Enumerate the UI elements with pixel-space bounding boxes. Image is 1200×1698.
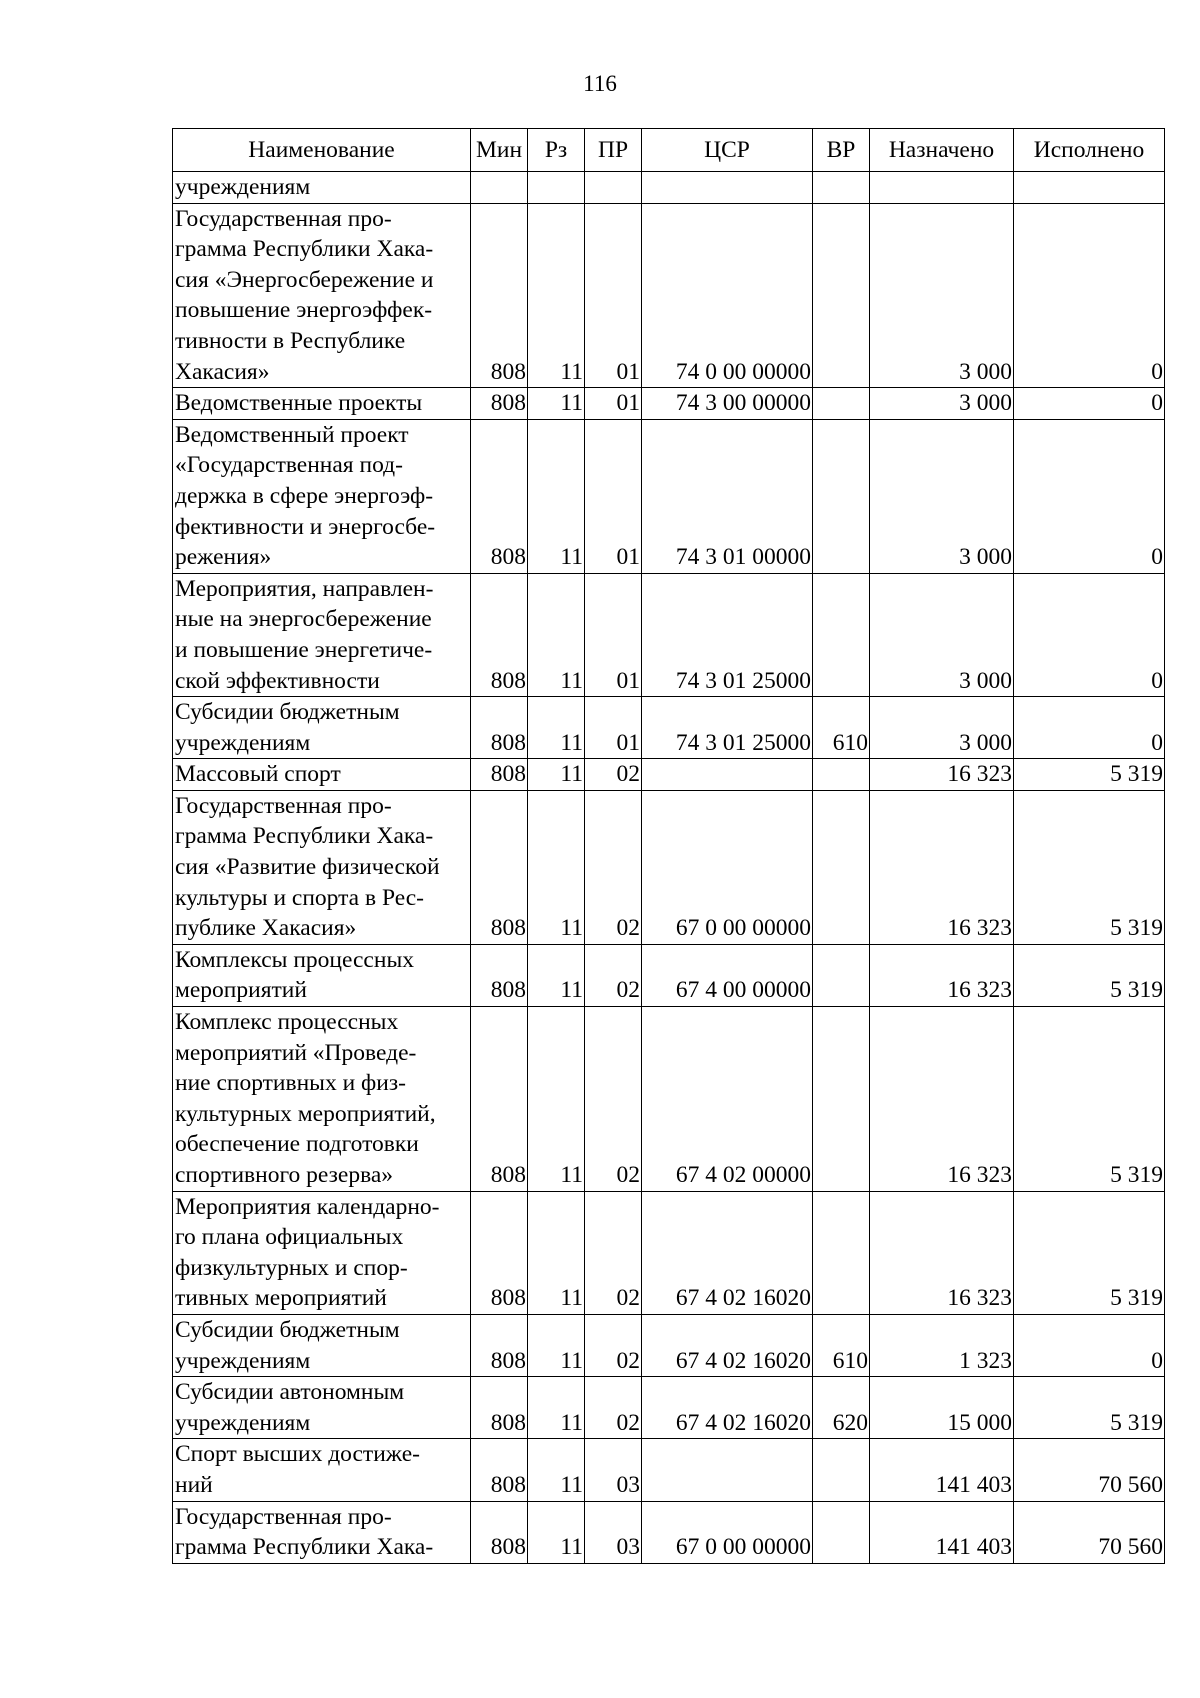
cell-name: [173, 1191, 471, 1314]
cell-executed: 5 319: [1014, 759, 1165, 791]
cell-min: 808: [471, 419, 528, 573]
cell-vr: 620: [813, 1377, 870, 1439]
table-row: [173, 419, 1165, 573]
cell-assigned: 3 000: [870, 697, 1014, 759]
cell-name: [173, 573, 471, 696]
cell-pr: 01: [585, 203, 642, 388]
cell-name-line: го плана официальных: [175, 1224, 404, 1251]
cell-name-line: держка в сфере энергоэф-: [175, 482, 434, 509]
cell-vr: [813, 1501, 870, 1563]
cell-pr: 02: [585, 759, 642, 791]
cell-csr: 67 0 00 00000: [642, 1501, 813, 1563]
cell-assigned: 1 323: [870, 1314, 1014, 1376]
cell-executed: 5 319: [1014, 1191, 1165, 1314]
header-name: Наименование: [173, 129, 471, 172]
cell-min: 808: [471, 944, 528, 1006]
cell-name: [173, 759, 471, 791]
cell-min: 808: [471, 388, 528, 420]
cell-rz: 11: [528, 1007, 585, 1192]
cell-min: 808: [471, 1007, 528, 1192]
cell-name-line: Спорт высших достиже-: [175, 1441, 420, 1468]
cell-name-line: тивности в Республике: [175, 327, 406, 354]
cell-executed: 0: [1014, 388, 1165, 420]
cell-csr: 67 4 02 16020: [642, 1377, 813, 1439]
cell-assigned: 16 323: [870, 759, 1014, 791]
cell-pr: 02: [585, 1191, 642, 1314]
header-pr: ПР: [585, 129, 642, 172]
cell-csr: 67 4 02 16020: [642, 1314, 813, 1376]
cell-assigned: 3 000: [870, 388, 1014, 420]
table-row: [173, 1314, 1165, 1376]
cell-csr: 74 3 00 00000: [642, 388, 813, 420]
cell-assigned: 16 323: [870, 1191, 1014, 1314]
cell-vr: [813, 1191, 870, 1314]
header-csr: ЦСР: [642, 129, 813, 172]
table-row: [173, 790, 1165, 944]
table-header-row: [173, 129, 1165, 172]
cell-pr: 01: [585, 697, 642, 759]
table-row: [173, 1439, 1165, 1501]
page-number: 116: [583, 71, 617, 96]
cell-vr: [813, 790, 870, 944]
cell-vr: [813, 1007, 870, 1192]
cell-csr: 74 3 01 25000: [642, 573, 813, 696]
cell-assigned: 15 000: [870, 1377, 1014, 1439]
cell-name-line: ской эффективности: [175, 667, 380, 694]
header-assigned: Назначено: [870, 129, 1014, 172]
cell-name-line: физкультурных и спор-: [175, 1254, 408, 1281]
cell-name-line: Комплекс процессных: [175, 1009, 399, 1036]
cell-assigned: 3 000: [870, 573, 1014, 696]
cell-vr: 610: [813, 1314, 870, 1376]
cell-executed: 5 319: [1014, 790, 1165, 944]
cell-csr: [642, 1439, 813, 1501]
table-row: [173, 388, 1165, 420]
table-body: [173, 172, 1165, 1564]
cell-csr: 74 3 01 00000: [642, 419, 813, 573]
cell-name-line: Государственная про-: [175, 1503, 392, 1530]
header-rz: Рз: [528, 129, 585, 172]
cell-assigned: 16 323: [870, 1007, 1014, 1192]
table-row: [173, 1007, 1165, 1192]
cell-executed: 0: [1014, 697, 1165, 759]
cell-name-line: Субсидии бюджетным: [175, 1316, 400, 1343]
cell-vr: [813, 388, 870, 420]
cell-pr: [585, 172, 642, 204]
cell-pr: 02: [585, 1007, 642, 1192]
cell-name-line: сия «Развитие физической: [175, 854, 440, 881]
cell-name-line: Субсидии бюджетным: [175, 699, 400, 726]
cell-rz: 11: [528, 759, 585, 791]
cell-min: 808: [471, 697, 528, 759]
cell-name-line: ные на энергосбережение: [175, 606, 432, 633]
cell-name-line: Хакасия»: [175, 358, 270, 385]
cell-csr: 67 4 00 00000: [642, 944, 813, 1006]
cell-csr: [642, 759, 813, 791]
cell-name-line: Субсидии автономным: [175, 1379, 405, 1406]
budget-table: [172, 128, 1165, 1564]
cell-name-line: Мероприятия календарно-: [175, 1193, 440, 1220]
cell-rz: 11: [528, 944, 585, 1006]
cell-name-line: культурных мероприятий,: [175, 1100, 436, 1127]
cell-rz: 11: [528, 1439, 585, 1501]
cell-name-line: грамма Республики Хака-: [175, 236, 434, 263]
cell-name-line: Массовый спорт: [175, 761, 341, 788]
cell-min: 808: [471, 1377, 528, 1439]
cell-csr: 67 4 02 16020: [642, 1191, 813, 1314]
cell-name-line: учреждениям: [175, 729, 311, 756]
cell-pr: 02: [585, 1314, 642, 1376]
cell-min: 808: [471, 1439, 528, 1501]
cell-name-line: мероприятий: [175, 977, 307, 1004]
header-executed: Исполнено: [1014, 129, 1165, 172]
table-row: [173, 697, 1165, 759]
cell-rz: 11: [528, 419, 585, 573]
cell-rz: 11: [528, 1191, 585, 1314]
cell-csr: 74 0 00 00000: [642, 203, 813, 388]
cell-executed: 5 319: [1014, 1377, 1165, 1439]
cell-csr: 74 3 01 25000: [642, 697, 813, 759]
cell-name-line: Ведомственные проекты: [175, 390, 423, 417]
cell-name-line: грамма Республики Хака-: [175, 823, 434, 850]
cell-name-line: Государственная про-: [175, 792, 392, 819]
cell-name-line: мероприятий «Проведе-: [175, 1039, 417, 1066]
cell-assigned: 16 323: [870, 790, 1014, 944]
cell-vr: [813, 944, 870, 1006]
cell-executed: 5 319: [1014, 1007, 1165, 1192]
cell-name-line: Государственная про-: [175, 205, 392, 232]
cell-name-line: Мероприятия, направлен-: [175, 575, 434, 602]
cell-min: 808: [471, 203, 528, 388]
cell-executed: 70 560: [1014, 1439, 1165, 1501]
table-row: [173, 172, 1165, 204]
cell-rz: 11: [528, 1314, 585, 1376]
cell-vr: 610: [813, 697, 870, 759]
cell-rz: 11: [528, 697, 585, 759]
cell-pr: 01: [585, 419, 642, 573]
cell-pr: 01: [585, 573, 642, 696]
cell-name-line: учреждениям: [175, 1409, 311, 1436]
cell-executed: 0: [1014, 1314, 1165, 1376]
cell-vr: [813, 1439, 870, 1501]
cell-pr: 02: [585, 944, 642, 1006]
cell-name: [173, 172, 471, 204]
cell-csr: 67 4 02 00000: [642, 1007, 813, 1192]
table-row: [173, 203, 1165, 388]
cell-rz: 11: [528, 388, 585, 420]
cell-rz: 11: [528, 790, 585, 944]
table-row: [173, 759, 1165, 791]
cell-min: 808: [471, 790, 528, 944]
cell-vr: [813, 573, 870, 696]
table-row: [173, 573, 1165, 696]
cell-name-line: «Государственная под-: [175, 452, 403, 479]
cell-name: [173, 1007, 471, 1192]
cell-name-line: и повышение энергетиче-: [175, 636, 433, 663]
cell-executed: [1014, 172, 1165, 204]
cell-executed: 70 560: [1014, 1501, 1165, 1563]
cell-executed: 5 319: [1014, 944, 1165, 1006]
cell-name: [173, 1314, 471, 1376]
cell-rz: 11: [528, 1501, 585, 1563]
cell-pr: 03: [585, 1439, 642, 1501]
cell-executed: 0: [1014, 203, 1165, 388]
cell-name: [173, 1439, 471, 1501]
table-row: [173, 1501, 1165, 1563]
cell-executed: 0: [1014, 573, 1165, 696]
cell-name-line: Ведомственный проект: [175, 421, 409, 448]
cell-assigned: 3 000: [870, 419, 1014, 573]
cell-name-line: публике Хакасия»: [175, 915, 357, 942]
header-min: Мин: [471, 129, 528, 172]
cell-min: 808: [471, 573, 528, 696]
cell-min: [471, 172, 528, 204]
cell-min: 808: [471, 1314, 528, 1376]
cell-pr: 02: [585, 1377, 642, 1439]
cell-name: [173, 944, 471, 1006]
cell-name: [173, 388, 471, 420]
cell-name-line: ние спортивных и физ-: [175, 1070, 406, 1097]
cell-name-line: Комплексы процессных: [175, 946, 414, 973]
cell-name-line: обеспечение подготовки: [175, 1131, 419, 1158]
cell-name: [173, 1377, 471, 1439]
cell-name: [173, 697, 471, 759]
cell-name-line: тивных мероприятий: [175, 1285, 387, 1312]
cell-name: [173, 419, 471, 573]
cell-name: [173, 203, 471, 388]
cell-vr: [813, 419, 870, 573]
cell-pr: 02: [585, 790, 642, 944]
cell-assigned: [870, 172, 1014, 204]
cell-name-line: учреждениям: [175, 174, 311, 200]
cell-name-line: учреждениям: [175, 1347, 311, 1374]
cell-vr: [813, 172, 870, 204]
cell-rz: 11: [528, 203, 585, 388]
cell-rz: [528, 172, 585, 204]
cell-name: [173, 1501, 471, 1563]
table-row: [173, 944, 1165, 1006]
cell-min: 808: [471, 1191, 528, 1314]
cell-assigned: 141 403: [870, 1501, 1014, 1563]
cell-name-line: фективности и энергосбе-: [175, 513, 436, 540]
cell-pr: 03: [585, 1501, 642, 1563]
cell-executed: 0: [1014, 419, 1165, 573]
cell-name-line: сия «Энергосбережение и: [175, 266, 434, 293]
cell-assigned: 141 403: [870, 1439, 1014, 1501]
header-vr: ВР: [813, 129, 870, 172]
cell-name-line: ний: [175, 1471, 213, 1498]
cell-min: 808: [471, 1501, 528, 1563]
cell-name: [173, 790, 471, 944]
cell-assigned: 3 000: [870, 203, 1014, 388]
cell-csr: 67 0 00 00000: [642, 790, 813, 944]
cell-name-line: спортивного резерва»: [175, 1162, 394, 1188]
cell-assigned: 16 323: [870, 944, 1014, 1006]
cell-csr: [642, 172, 813, 204]
cell-name-line: грамма Республики Хака-: [175, 1534, 434, 1561]
cell-rz: 11: [528, 573, 585, 696]
cell-min: 808: [471, 759, 528, 791]
cell-name-line: культуры и спорта в Рес-: [175, 884, 424, 911]
cell-name-line: режения»: [175, 544, 272, 571]
table-row: [173, 1377, 1165, 1439]
cell-name-line: повышение энергоэффек-: [175, 297, 433, 324]
cell-pr: 01: [585, 388, 642, 420]
table-row: [173, 1191, 1165, 1314]
cell-rz: 11: [528, 1377, 585, 1439]
cell-vr: [813, 203, 870, 388]
cell-vr: [813, 759, 870, 791]
